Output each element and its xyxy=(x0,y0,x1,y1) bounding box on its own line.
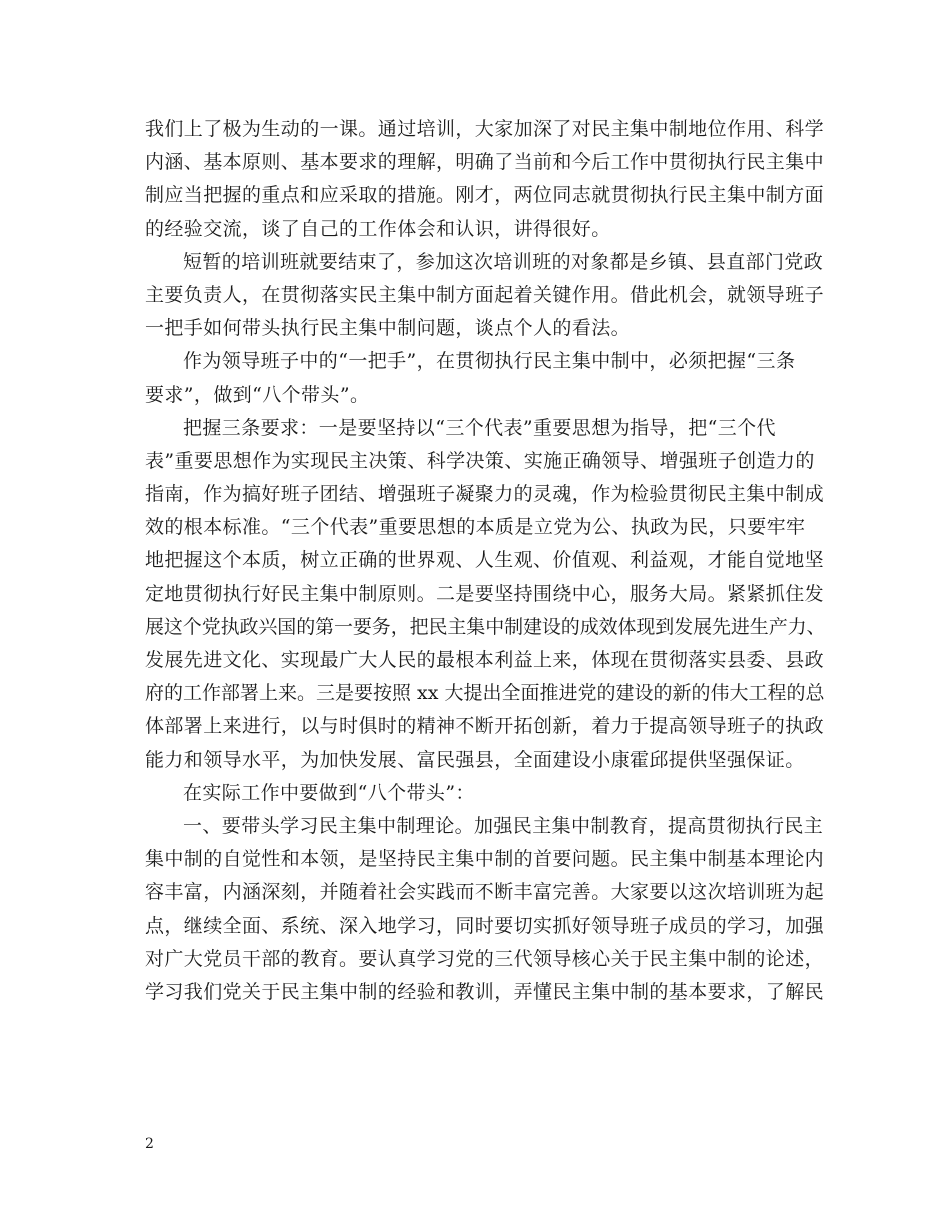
text-line: 表”重要思想作为实现民主决策、科学决策、实施正确领导、增强班子创造力的 xyxy=(145,449,815,472)
text-line: 府的工作部署上来。三是要按照 xx 大提出全面推进党的建设的新的伟大工程的总 xyxy=(145,682,825,705)
text-line: 集中制的自觉性和本领，是坚持民主集中制的首要问题。民主集中制基本理论内 xyxy=(145,848,825,871)
text-line: 点，继续全面、系统、深入地学习，同时要切实抓好领导班子成员的学习，加强 xyxy=(145,914,825,937)
paragraph-first-line: 短暂的培训班就要结束了，参加这次培训班的对象都是乡镇、县直部门党政 xyxy=(183,250,824,273)
text-line: 我们上了极为生动的一课。通过培训，大家加深了对民主集中制地位作用、科学 xyxy=(145,118,825,140)
paragraph-first-line: 作为领导班子中的“一把手”，在贯彻执行民主集中制中，必须把握“三条 xyxy=(183,350,796,373)
paragraph-first-line: 在实际工作中要做到“八个带头”： xyxy=(183,781,475,804)
text-line: 效的根本标准。“三个代表”重要思想的本质是立党为公、执政为民，只要牢牢 xyxy=(145,516,806,539)
text-line: 的经验交流，谈了自己的工作体会和认识，讲得很好。 xyxy=(145,217,611,240)
text-line: 要求”，做到“八个带头”。 xyxy=(145,383,370,406)
text-line: 指南，作为搞好班子团结、增强班子凝聚力的灵魂，作为检验贯彻民主集中制成 xyxy=(145,483,825,506)
text-line: 对广大党员干部的教育。要认真学习党的三代领导核心关于民主集中制的论述， xyxy=(145,947,825,970)
text-line: 地把握这个本质，树立正确的世界观、人生观、价值观、利益观，才能自觉地坚 xyxy=(145,549,825,572)
text-line: 定地贯彻执行好民主集中制原则。二是要坚持围绕中心，服务大局。紧紧抓住发 xyxy=(145,582,825,605)
body-text xyxy=(145,113,825,1009)
text-line: 一把手如何带头执行民主集中制问题，谈点个人的看法。 xyxy=(145,317,631,340)
paragraph-first-line: 一、要带头学习民主集中制理论。加强民主集中制教育，提高贯彻执行民主 xyxy=(183,814,824,837)
page-number: 2 xyxy=(145,1136,154,1152)
paragraph-first-line: 把握三条要求：一是要坚持以“三个代表”重要思想为指导，把“三个代 xyxy=(183,416,776,439)
text-line: 内涵、基本原则、基本要求的理解，明确了当前和今后工作中贯彻执行民主集中 xyxy=(145,151,825,174)
text-line: 制应当把握的重点和应采取的措施。刚才，两位同志就贯彻执行民主集中制方面 xyxy=(145,184,825,207)
text-line: 展这个党执政兴国的第一要务，把民主集中制建设的成效体现到发展先进生产力、 xyxy=(145,615,826,638)
text-line: 体部署上来进行，以与时俱时的精神不断开拓创新，着力于提高领导班子的执政 xyxy=(145,715,825,738)
text-line: 主要负责人，在贯彻落实民主集中制方面起着关键作用。借此机会，就领导班子 xyxy=(145,283,825,306)
text-line: 学习我们党关于民主集中制的经验和教训，弄懂民主集中制的基本要求，了解民 xyxy=(145,980,825,1003)
text-line: 能力和领导水平，为加快发展、富民强县，全面建设小康霍邱提供坚强保证。 xyxy=(145,748,805,771)
text-line: 容丰富，内涵深刻，并随着社会实践而不断丰富完善。大家要以这次培训班为起 xyxy=(145,881,825,904)
text-line: 发展先进文化、实现最广大人民的最根本利益上来，体现在贯彻落实县委、县政 xyxy=(145,649,825,671)
